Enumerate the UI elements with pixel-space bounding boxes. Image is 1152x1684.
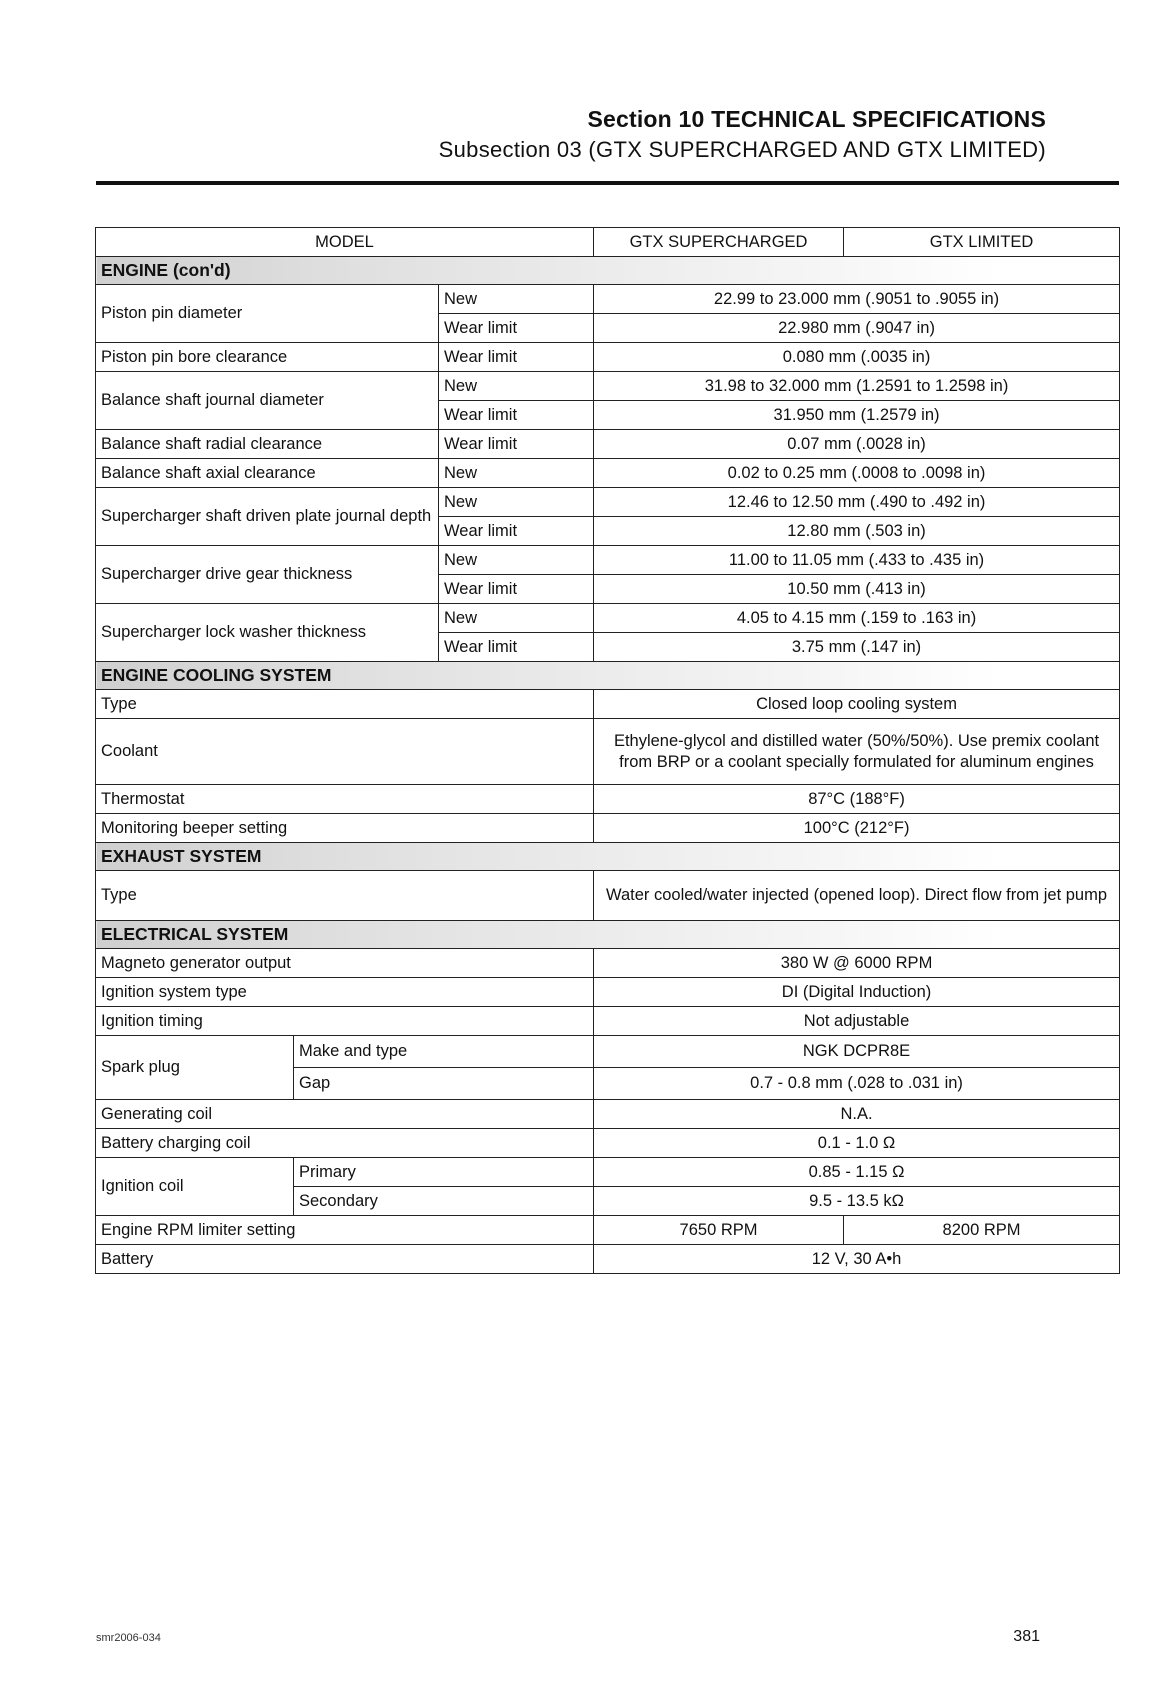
- spec-value: 11.00 to 11.05 mm (.433 to .435 in): [594, 546, 1120, 575]
- table-row: [96, 1216, 1120, 1245]
- spec-value: NGK DCPR8E: [594, 1036, 1120, 1068]
- spec-value: 12.80 mm (.503 in): [594, 517, 1120, 546]
- condition-label: Wear limit: [439, 633, 594, 662]
- row-label: Ignition system type: [96, 978, 594, 1007]
- gtx-limited-header: GTX LIMITED: [844, 228, 1120, 257]
- row-label: Type: [96, 690, 594, 719]
- row-label: Piston pin bore clearance: [96, 343, 439, 372]
- table-row: [96, 1245, 1120, 1274]
- table-row: [96, 430, 1120, 459]
- row-label: Engine RPM limiter setting: [96, 1216, 594, 1245]
- condition-label: Wear limit: [439, 517, 594, 546]
- row-label: Balance shaft radial clearance: [96, 430, 439, 459]
- spec-value: 31.950 mm (1.2579 in): [594, 401, 1120, 430]
- condition-label: Secondary: [294, 1187, 594, 1216]
- row-label: Supercharger shaft driven plate journal depth: [96, 488, 439, 546]
- row-label: Battery: [96, 1245, 594, 1274]
- spec-value: 0.1 - 1.0 Ω: [594, 1129, 1120, 1158]
- spec-value: 9.5 - 13.5 kΩ: [594, 1187, 1120, 1216]
- row-label: Supercharger lock washer thickness: [96, 604, 439, 662]
- row-label: Thermostat: [96, 785, 594, 814]
- table-row: [96, 372, 1120, 401]
- spec-value-gtx-limited: 8200 RPM: [844, 1216, 1120, 1245]
- footer-code: smr2006-034: [96, 1632, 161, 1644]
- spec-value: 0.07 mm (.0028 in): [594, 430, 1120, 459]
- table-row: [96, 978, 1120, 1007]
- model-header: MODEL: [96, 228, 594, 257]
- row-label: Balance shaft axial clearance: [96, 459, 439, 488]
- row-label: Coolant: [96, 719, 594, 785]
- condition-label: New: [439, 459, 594, 488]
- spec-value: 22.980 mm (.9047 in): [594, 314, 1120, 343]
- spec-value: 22.99 to 23.000 mm (.9051 to .9055 in): [594, 285, 1120, 314]
- spec-value: Water cooled/water injected (opened loop). Direct flow from jet pump: [594, 871, 1120, 921]
- section-title: Section 10 TECHNICAL SPECIFICATIONS: [587, 106, 1046, 132]
- condition-label: Make and type: [294, 1036, 594, 1068]
- condition-label: New: [439, 372, 594, 401]
- spec-value: 380 W @ 6000 RPM: [594, 949, 1120, 978]
- subsection-title: Subsection 03 (GTX SUPERCHARGED AND GTX LIMITED): [438, 137, 1046, 162]
- table-header-row: [96, 228, 1120, 257]
- spec-value: 10.50 mm (.413 in): [594, 575, 1120, 604]
- section-band-electrical: ELECTRICAL SYSTEM: [96, 921, 1120, 949]
- table-row: [96, 604, 1120, 633]
- gtx-supercharged-header: GTX SUPERCHARGED: [594, 228, 844, 257]
- condition-label: New: [439, 604, 594, 633]
- condition-label: New: [439, 285, 594, 314]
- spec-value: Closed loop cooling system: [594, 690, 1120, 719]
- table-row: [96, 459, 1120, 488]
- condition-label: New: [439, 488, 594, 517]
- spec-value: Not adjustable: [594, 1007, 1120, 1036]
- condition-label: Wear limit: [439, 430, 594, 459]
- spec-value: 100°C (212°F): [594, 814, 1120, 843]
- table-row: [96, 285, 1120, 314]
- spec-table: [95, 227, 1120, 1274]
- condition-label: Wear limit: [439, 401, 594, 430]
- row-label: Spark plug: [96, 1036, 294, 1100]
- spec-value: N.A.: [594, 1100, 1120, 1129]
- row-label: Ignition coil: [96, 1158, 294, 1216]
- table-row: [96, 546, 1120, 575]
- table-row: [96, 690, 1120, 719]
- row-label: Generating coil: [96, 1100, 594, 1129]
- table-row: [96, 871, 1120, 921]
- page-header: [439, 106, 1046, 163]
- table-row: [96, 488, 1120, 517]
- table-row: [96, 814, 1120, 843]
- spec-value: 0.02 to 0.25 mm (.0008 to .0098 in): [594, 459, 1120, 488]
- spec-value: 12.46 to 12.50 mm (.490 to .492 in): [594, 488, 1120, 517]
- section-band-cooling: ENGINE COOLING SYSTEM: [96, 662, 1120, 690]
- section-band-exhaust: EXHAUST SYSTEM: [96, 843, 1120, 871]
- spec-value: Ethylene-glycol and distilled water (50%/50%). Use premix coolant from BRP or a coolant specially formulated for aluminum engines: [594, 719, 1120, 785]
- table-row: [96, 343, 1120, 372]
- row-label: Supercharger drive gear thickness: [96, 546, 439, 604]
- row-label: Balance shaft journal diameter: [96, 372, 439, 430]
- spec-value: 0.080 mm (.0035 in): [594, 343, 1120, 372]
- row-label: Monitoring beeper setting: [96, 814, 594, 843]
- spec-value-gtx-supercharged: 7650 RPM: [594, 1216, 844, 1245]
- spec-value: 0.7 - 0.8 mm (.028 to .031 in): [594, 1068, 1120, 1100]
- spec-value: 4.05 to 4.15 mm (.159 to .163 in): [594, 604, 1120, 633]
- row-label: Battery charging coil: [96, 1129, 594, 1158]
- spec-value: 0.85 - 1.15 Ω: [594, 1158, 1120, 1187]
- condition-label: Wear limit: [439, 343, 594, 372]
- table-row: [96, 1100, 1120, 1129]
- spec-value: 12 V, 30 A•h: [594, 1245, 1120, 1274]
- table-row: [96, 1036, 1120, 1068]
- row-label: Type: [96, 871, 594, 921]
- table-row: [96, 719, 1120, 785]
- table-row: [96, 949, 1120, 978]
- condition-label: New: [439, 546, 594, 575]
- condition-label: Wear limit: [439, 314, 594, 343]
- condition-label: Primary: [294, 1158, 594, 1187]
- header-rule: [96, 181, 1119, 185]
- spec-value: DI (Digital Induction): [594, 978, 1120, 1007]
- row-label: Piston pin diameter: [96, 285, 439, 343]
- spec-value: 31.98 to 32.000 mm (1.2591 to 1.2598 in): [594, 372, 1120, 401]
- condition-label: Wear limit: [439, 575, 594, 604]
- table-row: [96, 1158, 1120, 1187]
- table-row: [96, 1007, 1120, 1036]
- condition-label: Gap: [294, 1068, 594, 1100]
- row-label: Ignition timing: [96, 1007, 594, 1036]
- table-row: [96, 1129, 1120, 1158]
- spec-value: 87°C (188°F): [594, 785, 1120, 814]
- page-number: 381: [1013, 1628, 1040, 1645]
- spec-value: 3.75 mm (.147 in): [594, 633, 1120, 662]
- row-label: Magneto generator output: [96, 949, 594, 978]
- section-band-engine: ENGINE (con'd): [96, 257, 1120, 285]
- table-row: [96, 785, 1120, 814]
